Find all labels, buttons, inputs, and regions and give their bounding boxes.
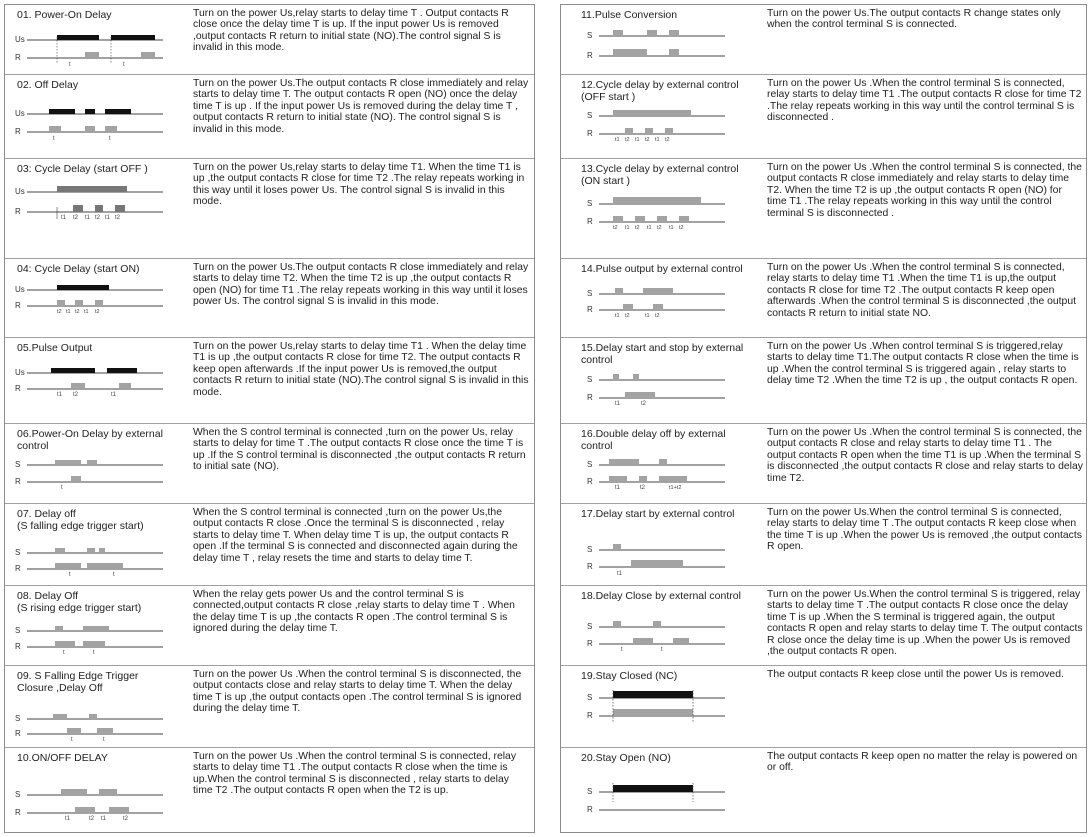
svg-text:S: S	[587, 545, 593, 554]
svg-text:t2: t2	[57, 309, 62, 315]
svg-text:S: S	[15, 714, 21, 723]
mode-09	[5, 666, 534, 748]
timing-diagram	[13, 183, 173, 227]
mode-title: 10.ON/OFF DELAY	[17, 752, 108, 764]
svg-text:t2: t2	[75, 309, 80, 315]
svg-text:t2: t2	[640, 485, 646, 491]
svg-text:t1: t1	[615, 485, 621, 491]
mode-description: The output contacts R keep open no matter the relay is powered on or off.	[767, 751, 1078, 774]
svg-text:t: t	[69, 572, 71, 578]
svg-text:R: R	[587, 805, 593, 814]
mode-description: Turn on the power Us.When the control terminal S is connected, relay starts to delay time T .The output contacts R keep close when the time T is up .When the power Us is removed ,the output contacts R open.	[767, 507, 1082, 553]
mode-title: 17.Delay start by external control	[581, 508, 735, 520]
svg-text:t2: t2	[123, 816, 129, 822]
mode-05	[5, 338, 534, 424]
mode-description: Turn on the power Us .When the control terminal S is connected, relay starts to delay time T1 .The output contacts R close for time T2 .The relay repeats working in this way until the control terminal S is disconnected .	[767, 78, 1082, 124]
svg-text:t2: t2	[73, 392, 79, 398]
mode-description: Turn on the power Us .When the control terminal S is connected, relay starts to delay time T1 .The output contacts R close when the time is up.When the control terminal S is disconnected , relay starts to delay time T2 .The output contacts R open when the T2 is up.	[193, 751, 517, 797]
mode-title: 09. S Falling Edge Trigger Closure ,Delay Off	[17, 670, 139, 694]
r-pulse	[85, 52, 99, 58]
svg-text:R: R	[587, 477, 593, 486]
timing-diagram	[585, 193, 735, 235]
mode-description: Turn on the power Us,relay starts to delay time T1 . When the delay time T1 is up ,the output contacts R close for time T2. The output contacts R keep open afterwards .If the input power Us is removed,the output contacts R return to initial state (NO).The control signal S is invalid in this mode.	[193, 341, 529, 398]
svg-text:t2: t2	[665, 137, 670, 143]
svg-text:t2: t2	[95, 309, 100, 315]
svg-text:t2: t2	[115, 215, 121, 221]
timing-diagram	[13, 622, 173, 658]
svg-text:R: R	[587, 639, 593, 648]
timing-diagram	[13, 27, 173, 67]
mode-title: 07. Delay off (S falling edge trigger start)	[17, 508, 144, 532]
svg-text:t: t	[63, 650, 65, 656]
svg-text:t1: t1	[615, 313, 620, 319]
mode-title: 03: Cycle Delay (start OFF )	[17, 163, 148, 175]
svg-text:t: t	[93, 650, 95, 656]
svg-text:S: S	[587, 375, 593, 384]
right-column	[560, 4, 1087, 833]
mode-title: 12.Cycle delay by external control (OFF start )	[581, 79, 739, 103]
svg-text:t: t	[61, 485, 63, 491]
svg-text:t1: t1	[65, 816, 71, 822]
mode-title: 14.Pulse output by external control	[581, 263, 743, 275]
timing-diagram	[13, 360, 173, 400]
mode-14	[561, 259, 1086, 338]
r-pulse	[141, 52, 155, 58]
svg-text:R: R	[15, 127, 21, 136]
svg-text:t: t	[621, 647, 623, 653]
svg-text:t: t	[69, 62, 71, 68]
svg-text:t: t	[661, 647, 663, 653]
timing-diagram	[585, 538, 735, 578]
svg-text:t1: t1	[625, 225, 630, 231]
timing-diagram	[585, 688, 735, 728]
mode-01	[5, 5, 534, 75]
mode-02	[5, 75, 534, 159]
svg-text:Us: Us	[15, 109, 25, 118]
svg-text:t1: t1	[647, 225, 652, 231]
mode-16	[561, 424, 1086, 504]
mode-description: The output contacts R keep close until the power Us is removed.	[767, 669, 1064, 680]
mode-description: Turn on the power Us.The output contacts R close immediately and relay starts to delay time T. The output contacts R open (NO) once the delay time T is up . If the input power Us is removed during the delay time T , output contacts R return to initial state (NO). The control signal S is invalid in this mode.	[193, 78, 529, 135]
svg-text:R: R	[15, 384, 21, 393]
svg-text:t1: t1	[66, 309, 71, 315]
svg-text:R: R	[15, 477, 21, 486]
mode-17	[561, 504, 1086, 586]
svg-text:R: R	[587, 711, 593, 720]
svg-text:R: R	[587, 217, 593, 226]
svg-text:t1: t1	[615, 137, 620, 143]
mode-13	[561, 159, 1086, 259]
us-pulse	[111, 35, 155, 40]
mode-title: 05.Pulse Output	[17, 342, 93, 354]
svg-text:t1: t1	[655, 137, 660, 143]
left-column	[4, 4, 535, 833]
us-pulse	[57, 35, 99, 40]
mode-title: 18.Delay Close by external control	[581, 590, 741, 602]
svg-text:S: S	[15, 626, 21, 635]
mode-10	[5, 748, 534, 834]
svg-text:t1: t1	[85, 215, 91, 221]
svg-text:R: R	[15, 642, 21, 651]
timing-diagram	[13, 784, 173, 824]
svg-text:t1: t1	[111, 392, 117, 398]
svg-text:t2: t2	[89, 816, 95, 822]
svg-text:t2: t2	[95, 215, 101, 221]
svg-text:R: R	[587, 129, 593, 138]
svg-text:t: t	[71, 737, 73, 743]
us-label: Us	[15, 35, 25, 44]
svg-text:S: S	[587, 460, 593, 469]
timing-diagram	[13, 544, 173, 580]
mode-title: 04: Cycle Delay (start ON)	[17, 263, 140, 275]
mode-description: Turn on the power Us,relay starts to delay time T . Output contacts R close once the delay time T is up. If the input power Us is removed ,output contacts R return to initial state (NO).The control signal S is invalid in this mode.	[193, 8, 509, 54]
svg-text:R: R	[15, 301, 21, 310]
svg-text:t1: t1	[617, 571, 623, 577]
svg-text:R: R	[587, 51, 593, 60]
svg-text:t2: t2	[73, 215, 79, 221]
timing-diagram	[13, 710, 173, 744]
svg-text:S: S	[587, 693, 593, 702]
mode-title: 13.Cycle delay by external control (ON start )	[581, 163, 739, 187]
mode-title: 16.Double delay off by external control	[581, 428, 726, 452]
svg-text:t2: t2	[635, 225, 640, 231]
timing-diagram	[585, 285, 735, 323]
mode-20	[561, 748, 1086, 834]
svg-text:S: S	[15, 460, 21, 469]
timing-diagram	[585, 25, 735, 65]
mode-title: 20.Stay Open (NO)	[581, 752, 671, 764]
svg-text:S: S	[587, 787, 593, 796]
r-label: R	[15, 53, 21, 62]
mode-06	[5, 424, 534, 504]
svg-text:S: S	[587, 199, 593, 208]
svg-text:S: S	[587, 31, 593, 40]
svg-text:Us: Us	[15, 368, 25, 377]
relay-function-sheet	[4, 4, 1087, 833]
svg-text:t2: t2	[679, 225, 684, 231]
svg-text:S: S	[587, 111, 593, 120]
svg-text:t2: t2	[655, 313, 660, 319]
svg-text:t1: t1	[84, 309, 89, 315]
mode-title: 19.Stay Closed (NC)	[581, 670, 678, 682]
svg-text:t: t	[123, 62, 125, 68]
mode-03	[5, 159, 534, 259]
svg-text:R: R	[15, 729, 21, 738]
mode-description: When the S control terminal is connected ,turn on the power Us,the output contacts R close .Once the terminal S is disconnected , relay starts to delay time T. When delay time T is up, the output contacts R open .If the terminal S is connected and disconnected again during the delay time T , relay resets the time and starts to delay time T.	[193, 507, 518, 564]
svg-text:t1: t1	[101, 816, 107, 822]
svg-text:R: R	[587, 305, 593, 314]
svg-text:t2: t2	[645, 137, 650, 143]
mode-title: 02. Off Delay	[17, 79, 79, 91]
mode-08	[5, 586, 534, 666]
timing-diagram	[13, 456, 173, 494]
mode-title: 11.Pulse Conversion	[581, 9, 678, 21]
mode-description: Turn on the power Us .When the control terminal S is connected, the output contacts R close and relay starts to delay time T1 . The output contacts R open when the time T1 is up .When the terminal S is disconnected ,the output contacts R close and relay starts to delay time T2.	[767, 427, 1083, 484]
svg-text:t2: t2	[657, 225, 662, 231]
svg-text:t1: t1	[105, 215, 111, 221]
mode-title: 15.Delay start and stop by external control	[581, 342, 744, 366]
mode-description: Turn on the power Us .When the control terminal S is disconnected, the output contacts close and relay starts to delay time T. When the delay time T is up ,the output contacts open .The control terminal S is ignored during the delay time T.	[193, 669, 522, 715]
mode-description: Turn on the power Us.The output contacts R change states only when the control terminal S is connected.	[767, 8, 1061, 31]
svg-text:t1: t1	[635, 137, 640, 143]
svg-text:t2: t2	[625, 313, 630, 319]
timing-diagram	[13, 101, 173, 141]
mode-description: When the relay gets power Us and the control terminal S is connected,output contacts R close ,relay starts to delay time T . When the delay time T is up ,the contacts R open .The control terminal S is ignored during the delay time T.	[193, 589, 515, 635]
mode-04	[5, 259, 534, 338]
mode-description: Turn on the power Us .When control terminal S is triggered,relay starts to delay time T1.The output contacts R close when the time is up .When the control terminal S is triggered again , relay starts to delay time T2 .When the time T2 is up , the output contacts R open.	[767, 341, 1079, 387]
svg-text:t2: t2	[625, 137, 630, 143]
mode-description: Turn on the power Us,relay starts to delay time T1. When the time T1 is up ,the output contacts R close for time T2 .The relay repeats working in this way until it loses power Us. The control signal S is invalid in this mode.	[193, 162, 525, 208]
mode-15	[561, 338, 1086, 424]
svg-text:t: t	[109, 136, 111, 142]
mode-title: 01. Power-On Delay	[17, 9, 112, 21]
svg-text:t1: t1	[669, 225, 674, 231]
svg-text:t: t	[53, 136, 55, 142]
timing-diagram	[585, 456, 735, 494]
mode-19	[561, 666, 1086, 748]
svg-text:R: R	[587, 562, 593, 571]
mode-description: Turn on the power Us .When the control terminal S is connected, relay starts to delay time T1 .When the time T1 is up,the output contacts R close for time T2 .The output contacts R keep open afterwards .When the control terminal S is disconnected ,the output contacts R return to initial state NO.	[767, 262, 1076, 319]
timing-diagram	[585, 107, 735, 147]
svg-text:t1: t1	[61, 215, 67, 221]
svg-text:R: R	[15, 564, 21, 573]
svg-text:t1: t1	[57, 392, 63, 398]
svg-text:t1: t1	[645, 313, 650, 319]
timing-diagram	[13, 281, 173, 321]
svg-text:t2: t2	[641, 401, 647, 407]
mode-description: When the S control terminal is connected ,turn on the power Us, relay starts to delay for time T .The output contacts R close once the time T is up .If the S control terminal is disconnected ,the output contacts R return to initial sate (NO).	[193, 427, 526, 473]
mode-description: Turn on the power Us.The output contacts R close immediately and relay starts to delay time T2. When the time T2 is up ,the output contacts R open (NO) for time T1 .The relay repeats working in this way until it loses power Us. The control signal S is invalid in this mode.	[193, 262, 529, 308]
svg-text:t2: t2	[613, 225, 618, 231]
timing-diagram	[585, 370, 735, 410]
svg-text:R: R	[587, 393, 593, 402]
mode-description: Turn on the power Us .When the control terminal S is connected, the output contacts R close immediately and relay starts to delay time T2. When the time T2 is up ,the output contacts R open (NO) for time T1 .The relay repeats working in this way until the control terminal S is disconnected .	[767, 162, 1082, 219]
timing-diagram	[585, 616, 735, 656]
svg-text:t: t	[113, 572, 115, 578]
mode-11	[561, 5, 1086, 75]
svg-text:S: S	[15, 548, 21, 557]
svg-text:S: S	[587, 622, 593, 631]
timing-diagram	[585, 778, 735, 818]
svg-text:t1+t2: t1+t2	[669, 485, 682, 491]
svg-text:S: S	[587, 289, 593, 298]
mode-07	[5, 504, 534, 586]
svg-text:S: S	[15, 790, 21, 799]
svg-text:Us: Us	[15, 187, 25, 196]
mode-description: Turn on the power Us.When the control terminal S is triggered, relay starts to delay time T .The output contacts R close once the delay time T is up .When the S terminal is triggered again, the output contacts R open and relay starts to delay time T. The output contacts R close once the delay time is up .When the power Us is removed ,the output contacts R open.	[767, 589, 1083, 658]
svg-text:Us: Us	[15, 285, 25, 294]
svg-text:R: R	[15, 207, 21, 216]
svg-text:t1: t1	[615, 401, 621, 407]
mode-title: 06.Power-On Delay by external control	[17, 428, 163, 452]
svg-text:R: R	[15, 808, 21, 817]
mode-12	[561, 75, 1086, 159]
mode-title: 08. Delay Off (S rising edge trigger start)	[17, 590, 142, 614]
mode-18	[561, 586, 1086, 666]
svg-text:t: t	[103, 737, 105, 743]
